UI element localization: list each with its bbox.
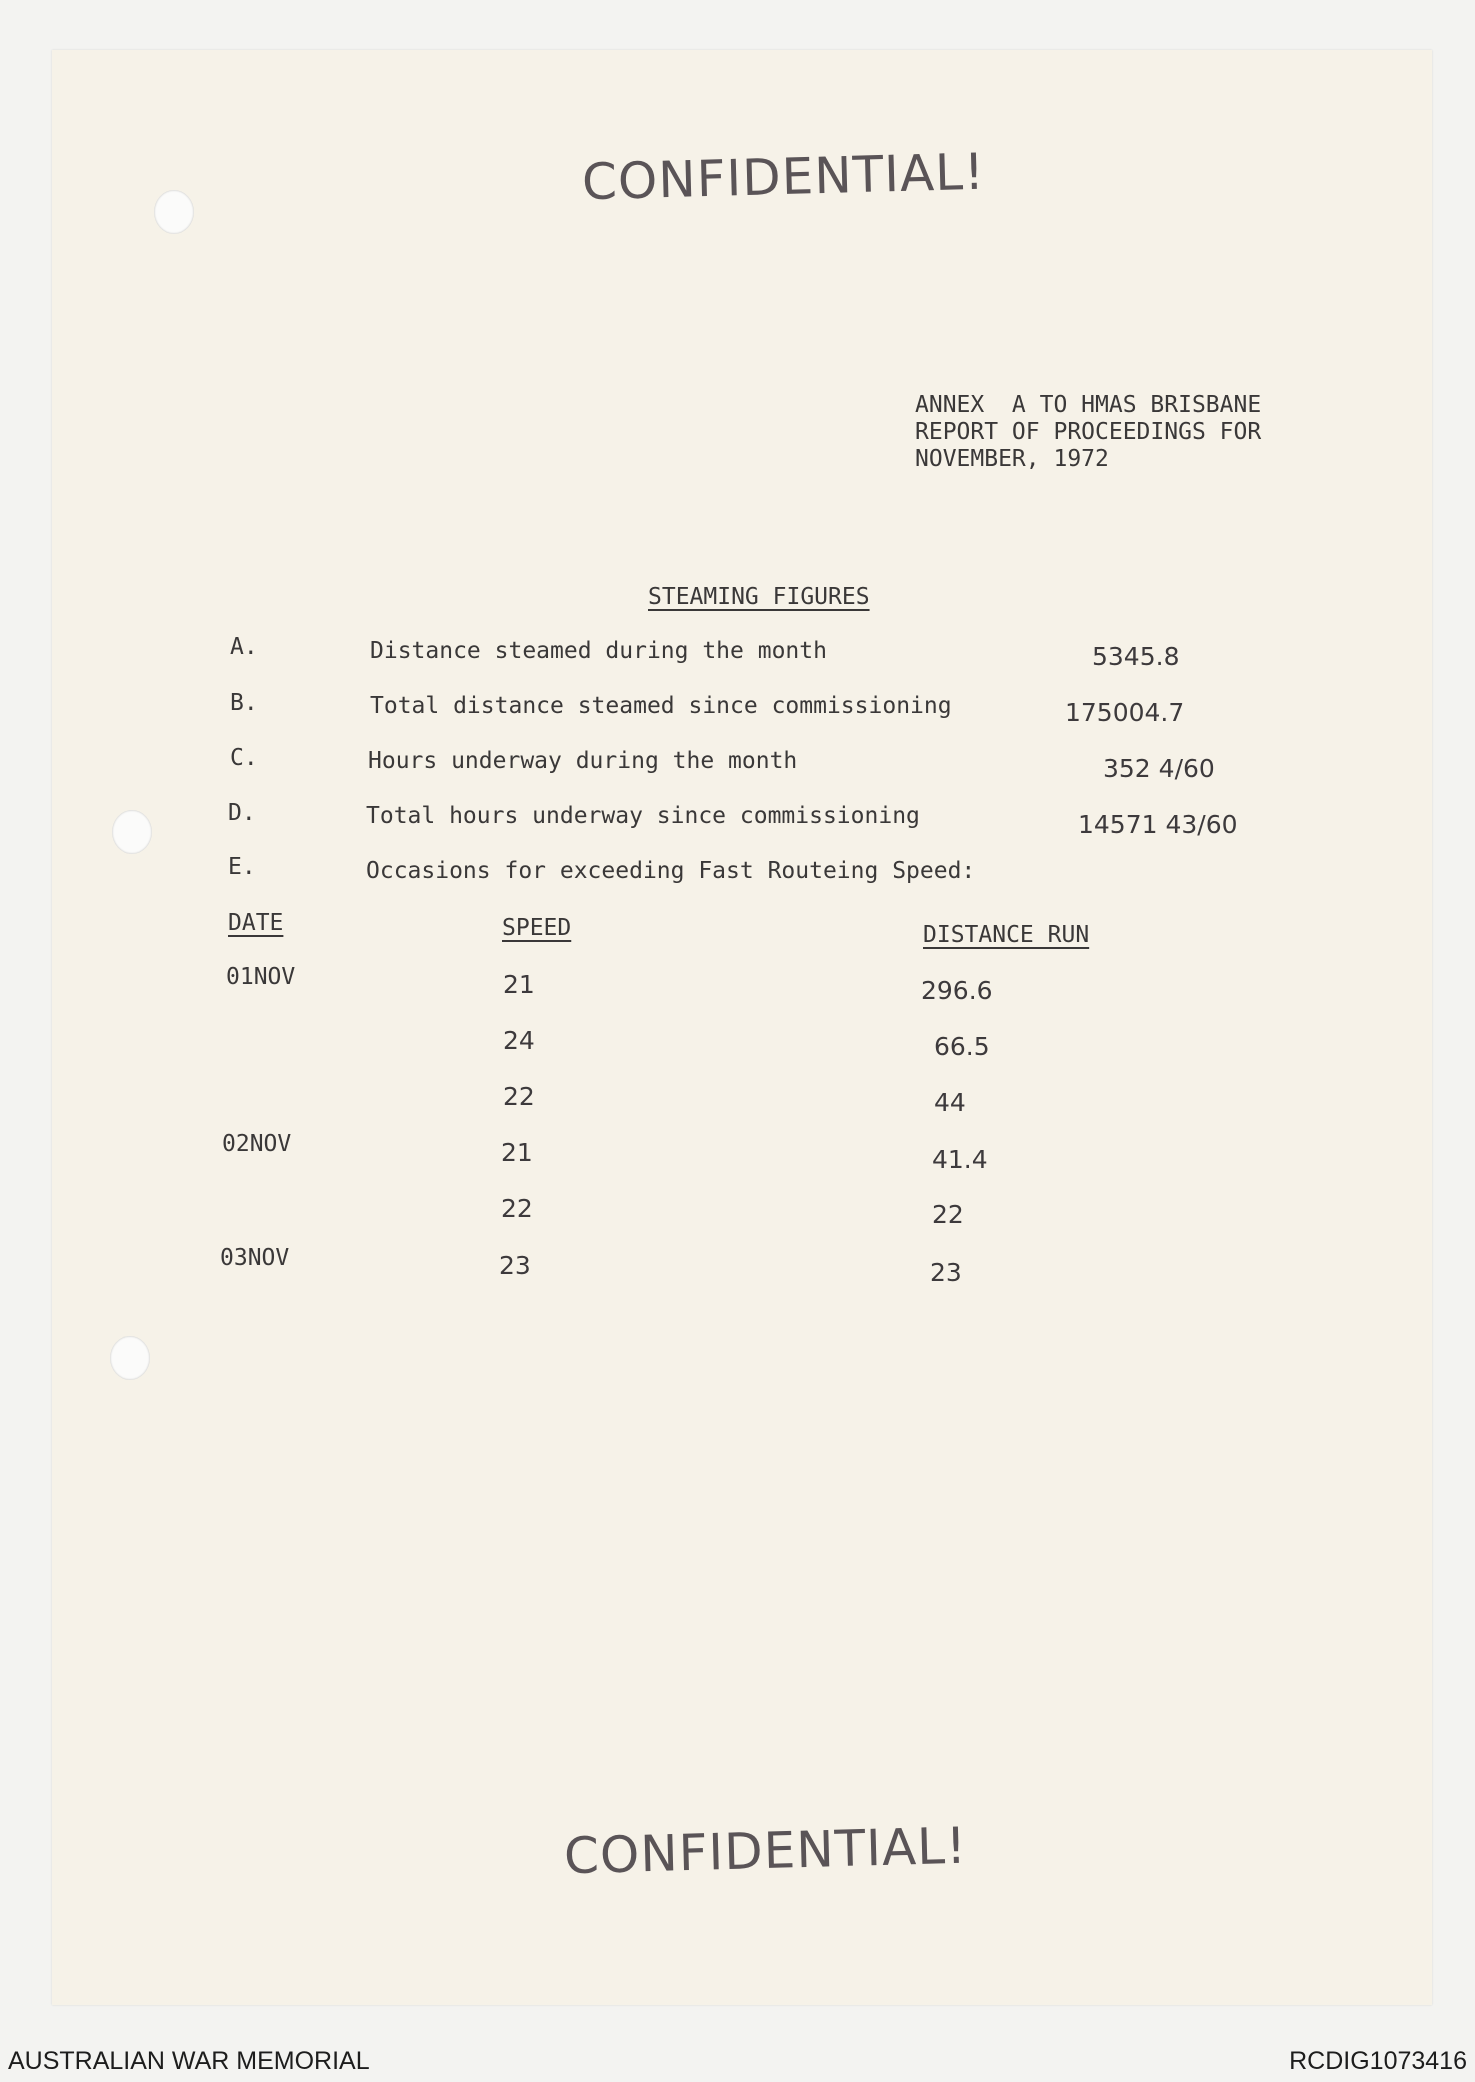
table-cell-speed: 22 bbox=[503, 1082, 535, 1111]
table-cell-date: 01NOV bbox=[226, 964, 296, 990]
table-cell-speed: 21 bbox=[503, 970, 535, 999]
table-header-distance: DISTANCE RUN bbox=[923, 922, 1090, 948]
table-cell-date: 03NOV bbox=[220, 1245, 290, 1271]
document-page bbox=[52, 50, 1432, 2005]
table-cell-speed: 21 bbox=[501, 1138, 533, 1167]
table-cell-distance: 296.6 bbox=[921, 976, 993, 1005]
table-header-speed: SPEED bbox=[502, 915, 572, 941]
item-text: Total hours underway since commissioning bbox=[366, 803, 920, 829]
table-cell-distance: 22 bbox=[932, 1200, 964, 1229]
item-letter: D. bbox=[228, 800, 256, 826]
item-letter: E. bbox=[228, 854, 256, 880]
table-cell-distance: 44 bbox=[934, 1088, 966, 1117]
item-text: Total distance steamed since commissioning bbox=[370, 693, 952, 719]
item-letter: B. bbox=[230, 690, 258, 716]
table-header-date: DATE bbox=[228, 910, 284, 936]
table-cell-speed: 24 bbox=[503, 1026, 535, 1055]
confidential-stamp-bottom: CONFIDENTIAL! bbox=[563, 1816, 968, 1886]
annex-line-3: NOVEMBER, 1972 bbox=[915, 446, 1109, 472]
table-cell-distance: 66.5 bbox=[934, 1032, 990, 1061]
item-value: 14571 43/60 bbox=[1078, 810, 1238, 839]
item-letter: A. bbox=[230, 634, 258, 660]
item-text: Hours underway during the month bbox=[368, 748, 798, 774]
footer-left: AUSTRALIAN WAR MEMORIAL bbox=[8, 2047, 370, 2075]
item-letter: C. bbox=[230, 745, 258, 771]
footer-right: RCDIG1073416 bbox=[1289, 2047, 1467, 2075]
item-text: Distance steamed during the month bbox=[370, 638, 827, 664]
item-value: 352 4/60 bbox=[1103, 754, 1215, 783]
annex-line-2: REPORT OF PROCEEDINGS FOR bbox=[915, 419, 1262, 445]
item-text: Occasions for exceeding Fast Routeing Speed: bbox=[366, 858, 976, 884]
punch-hole bbox=[154, 190, 194, 234]
table-cell-distance: 41.4 bbox=[932, 1145, 988, 1174]
item-value: 175004.7 bbox=[1065, 698, 1185, 727]
section-heading: STEAMING FIGURES bbox=[648, 584, 870, 610]
punch-hole bbox=[112, 810, 152, 854]
table-cell-speed: 23 bbox=[499, 1251, 531, 1280]
item-value: 5345.8 bbox=[1092, 642, 1180, 671]
confidential-stamp-top: CONFIDENTIAL! bbox=[581, 142, 986, 212]
annex-line-1: ANNEX A TO HMAS BRISBANE bbox=[915, 392, 1262, 418]
table-cell-date: 02NOV bbox=[222, 1131, 292, 1157]
table-cell-distance: 23 bbox=[930, 1258, 962, 1287]
punch-hole bbox=[110, 1336, 150, 1380]
table-cell-speed: 22 bbox=[501, 1194, 533, 1223]
